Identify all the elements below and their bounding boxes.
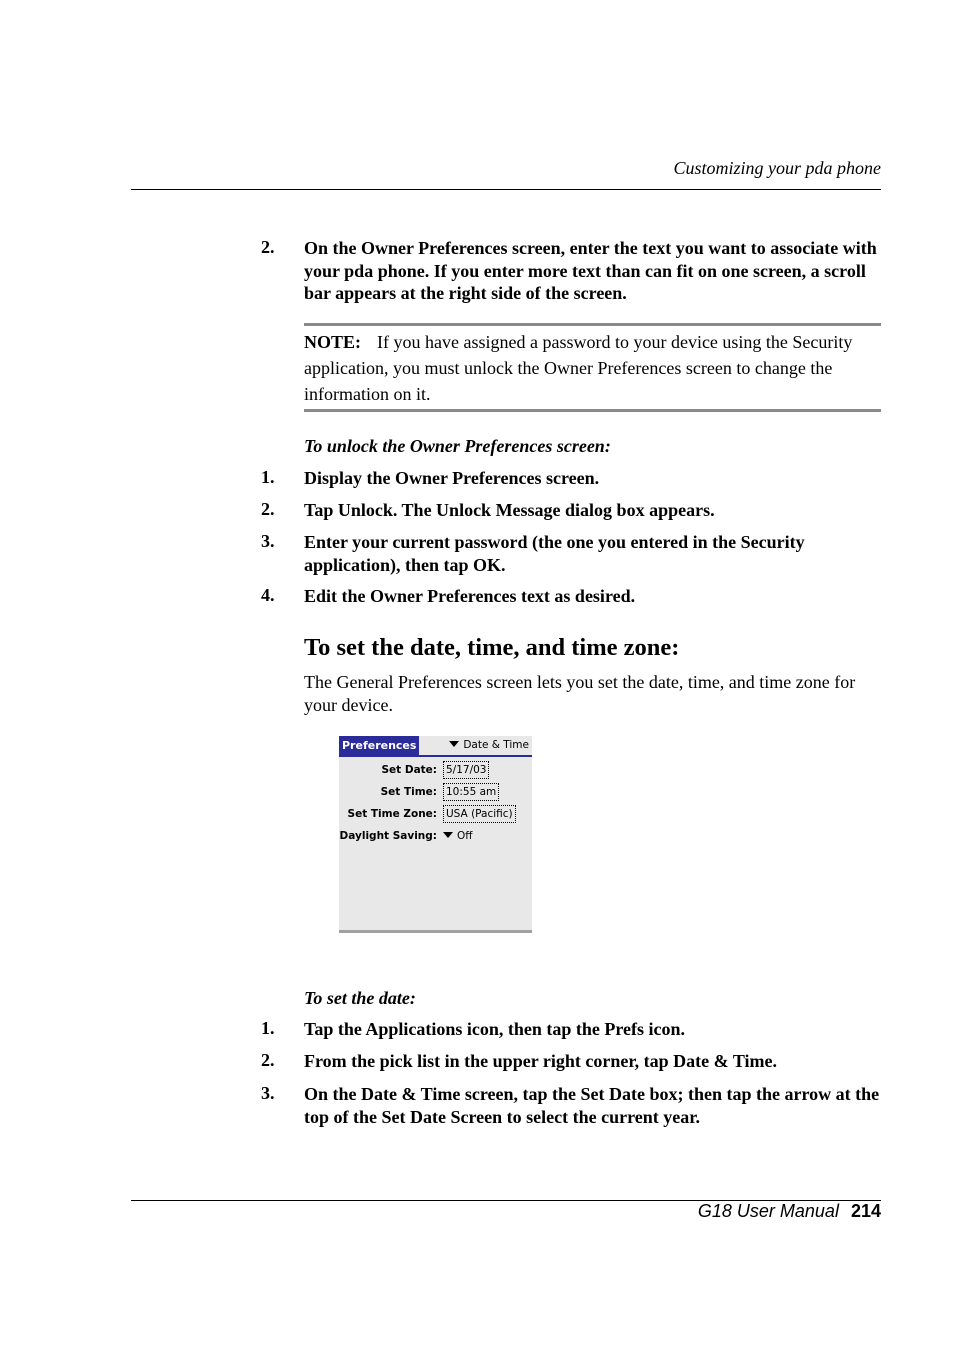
note-label: NOTE: [304, 332, 362, 352]
section-heading: To set the date, time, and time zone: [304, 634, 680, 661]
header-rule [131, 189, 881, 190]
running-header: Customizing your pda phone [673, 158, 881, 178]
pda-label: Set Time Zone: [347, 808, 437, 820]
pda-row-set-date [339, 761, 532, 779]
set-date-heading: To set the date: [304, 988, 416, 1008]
pda-title: Preferences [339, 736, 419, 755]
step-text: Tap the Applications icon, then tap the Prefs icon. [304, 1019, 686, 1039]
step-number: 2. [261, 499, 275, 519]
step-text: Edit the Owner Preferences text as desired. [304, 586, 636, 606]
step-number: 2. [261, 237, 275, 257]
note-top-rule [304, 323, 881, 326]
pda-preferences-screenshot [339, 736, 532, 933]
note-bottom-rule [304, 409, 881, 412]
step-text: Tap Unlock. The Unlock Message dialog box appears. [304, 500, 715, 520]
step-text: Display the Owner Preferences screen. [304, 468, 600, 488]
daylight-saving-picker[interactable] [443, 827, 473, 845]
step-text: Enter your current password (the one you entered in the Security application), then tap OK. [304, 532, 805, 575]
set-date-field[interactable]: 5/17/03 [443, 761, 489, 779]
step-text: From the pick list in the upper right corner, tap Date & Time. [304, 1051, 777, 1071]
pda-label: Daylight Saving: [339, 830, 437, 842]
pda-row-set-time [339, 783, 532, 801]
dropdown-arrow-icon [443, 832, 453, 838]
step-number: 3. [261, 1083, 275, 1103]
pda-bottom-edge [339, 930, 532, 933]
page-number: 214 [850, 1201, 881, 1221]
step-number: 1. [261, 1018, 275, 1038]
pda-category-label: Date & Time [463, 739, 529, 751]
set-time-zone-field[interactable]: USA (Pacific) [443, 805, 516, 823]
dropdown-arrow-icon [449, 741, 459, 747]
note-text: If you have assigned a password to your device using the Security application, you must unlock the Owner Preferences screen to change the information on it. [304, 332, 853, 404]
pda-titlebar [339, 736, 532, 757]
pda-label: Set Date: [381, 764, 437, 776]
note [304, 329, 881, 407]
set-time-field[interactable]: 10:55 am [443, 783, 499, 801]
daylight-saving-value: Off [457, 830, 473, 842]
pda-row-daylight-saving [339, 827, 532, 845]
step-text: On the Date & Time screen, tap the Set Date box; then tap the arrow at the top of the Set Date Screen to select the current year. [304, 1084, 880, 1127]
step-number: 1. [261, 467, 275, 487]
step-number: 3. [261, 531, 275, 551]
step-number: 2. [261, 1050, 275, 1070]
step-text: On the Owner Preferences screen, enter the text you want to associate with your pda phone. If you enter more text than can fit on one screen, a scroll bar appears at the right side of the screen. [304, 238, 877, 303]
pda-category-picker[interactable] [449, 736, 529, 755]
section-body: The General Preferences screen lets you set the date, time, and time zone for your device. [304, 672, 856, 715]
page-footer [698, 1201, 881, 1222]
pda-row-set-time-zone [339, 805, 532, 823]
pda-label: Set Time: [380, 786, 437, 798]
manual-title: G18 User Manual [697, 1201, 839, 1221]
step-number: 4. [261, 585, 275, 605]
unlock-heading: To unlock the Owner Preferences screen: [304, 436, 611, 456]
